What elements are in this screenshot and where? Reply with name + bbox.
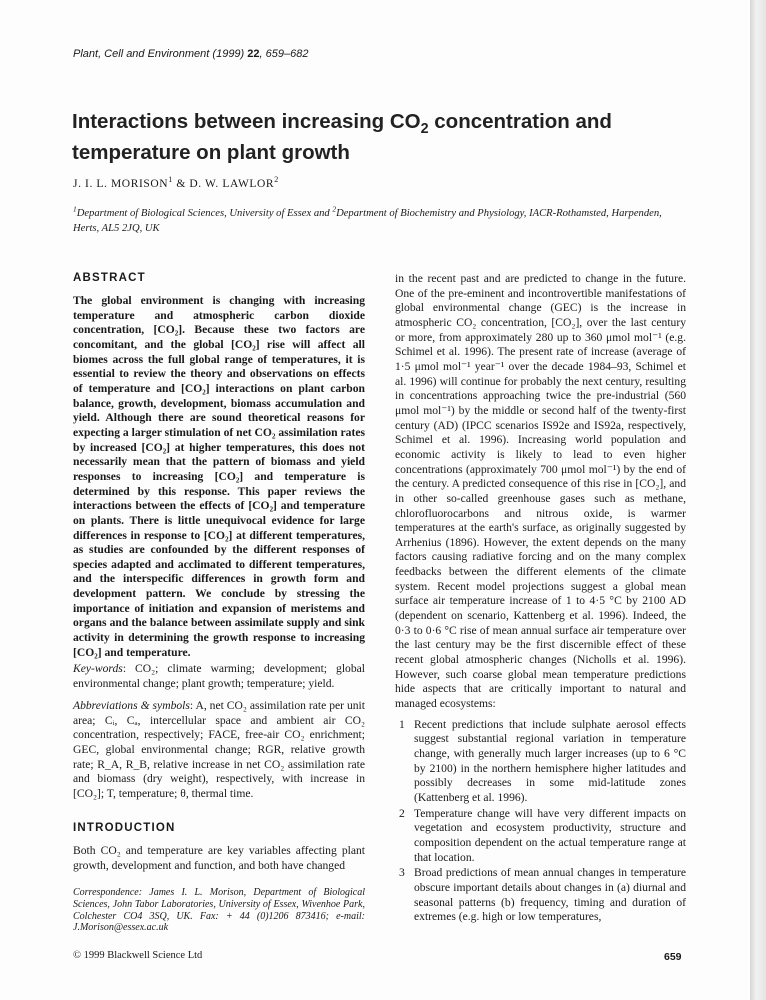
abbreviations: Abbreviations & symbols: A, net CO₂ assimilation rate per unit area; Cᵢ, Cₐ, intercellular space and ambient air CO₂ concentration, respectively; FACE, free-air CO₂ enrichment; GEC, global environmental change; RGR, relative growth rate; R_A, R_B, relative increase in net CO₂ assimilation rate and biomass (dry weight), respectively, with increase in [CO₂]; T, temperature; θ, thermal time. — [73, 699, 365, 800]
list-item: 2 Temperature change will have very different impacts on vegetation and ecosystem productivity, structure and composition dependent on the actual temperature range at that location. — [399, 806, 686, 864]
right-column — [395, 272, 686, 926]
affiliations: $^1$Department of Biological Sciences, University of Essex and $^2$Department of Biochemistry and Physiology, IACR-Rothamsted, Harpenden, Herts, AL5 2JQ, UK — [73, 204, 662, 234]
keywords: Key-words: CO₂; climate warming; development; global environmental change; plant growth; temperature; yield. — [73, 662, 365, 690]
page-edge-shadow — [750, 0, 766, 1000]
author-list: J. I. L. MORISON$^1$ & D. W. LAWLOR$^2$ — [73, 175, 279, 190]
abstract-heading: ABSTRACT — [73, 272, 146, 284]
abstract-text: The global environment is changing with increasing temperature and atmospheric carbon dioxide concentration, [CO₂]. Because these two factors are concomitant, and the global [CO₂] rise will affect all biomes across the full global range of temperatures, it is essential to review the theory and observations on effects of temperature and [CO₂] interactions on plant carbon balance, growth, development, biomass accumulation and yield. Although there are sound theoretical reasons for expecting a larger stimulation of net CO₂ assimilation rates by increased [CO₂] at higher temperatures, this does not necessarily mean that the pattern of biomass and yield responses to increasing [CO₂] and temperature is determined by this response. This paper reviews the interactions between the effects of [CO₂] and temperature on plants. There is little unequivocal evidence for large differences in response to [CO₂] at different temperatures, as studies are confounded by the different responses of species adapted and acclimated to different temperatures, and the interspecific differences in growth form and development pattern. We conclude by stressing the importance of initiation and expansion of meristems and organs and the balance between assimilate supply and sink activity in determining the growth response to increasing [CO₂] and temperature. — [73, 294, 365, 659]
introduction-heading: INTRODUCTION — [73, 822, 176, 834]
list-item: 3 Broad predictions of mean annual changes in temperature obscure important details about changes in (a) diurnal and seasonal patterns (b) frequency, timing and duration of extremes (e.g. high or low temperatures, — [399, 866, 686, 924]
correspondence-note: Correspondence: James I. L. Morison, Department of Biological Sciences, John Tabor Laboratories, University of Essex, Wivenhoe Park, Colchester CO4 3SQ, UK. Fax: + 44 (0)1206 873416; e-mail: J.Morison@essex.ac.uk — [73, 887, 365, 934]
list-item: 1 Recent predictions that include sulphate aerosol effects suggest substantial regional variation in temperature change, with generally much larger increases (up to 6 °C by 2100) in the northern hemisphere higher latitudes and possibly decreases in some mid-latitude zones (Kattenberg et al. 1996). — [399, 717, 686, 804]
journal-citation: Plant, Cell and Environment (1999) 22, 659–682 — [73, 48, 309, 60]
copyright: © 1999 Blackwell Science Ltd — [73, 950, 203, 961]
page-number: 659 — [664, 951, 682, 963]
numbered-list — [395, 718, 686, 925]
paper-title: Interactions between increasing $CO_2$ concentration and temperature on plant growth — [72, 110, 612, 164]
introduction-text: Both CO₂ and temperature are key variables affecting plant growth, development and function, and both have changed — [73, 844, 365, 872]
body-paragraph: in the recent past and are predicted to change in the future. One of the pre-eminent and incontrovertible manifestations of global environmental change (GEC) is the increase in atmospheric CO₂ concentration, [CO₂], over the last century or more, from approximately 280 up to 360 μmol mol⁻¹ (e.g. Schimel et al. 1996). The present rate of increase (average of 1·5 μmol mol⁻¹ year⁻¹ over the decade 1984–93, Schimel et al. 1996) will continue for probably the next century, resulting in concentrations approaching twice the pre-industrial (560 μmol mol⁻¹) by the middle or second half of the twenty-first century (AD) (IPCC scenarios IS92e and IS92a, respectively, Schimel et al. 1996). Increasing world population and economic activity is likely to lead to even higher concentrations (approximately 700 μmol mol⁻¹) by the end of the century. A predicted consequence of this rise in [CO₂], and in other so-called greenhouse gases such as methane, chlorofluorocarbons and nitrous oxide, is warmer temperatures at the earth's surface, as originally suggested by Arrhenius (1896). However, the extent depends on the many factors causing radiative forcing and on the many complex feedbacks between the different elements of the climate system. Recent model projections suggest a global mean surface air temperature increase of 1 to 4·5 °C by 2100 AD (dependent on scenario, Kattenberg et al. 1996). Indeed, the 0·3 to 0·6 °C rise of mean annual surface air temperature over the last century may be the first discernible effect of these recent global atmospheric changes (Nicholls et al. 1996). However, such coarse global mean temperature predictions hide aspects that are critically important to natural and managed ecosystems: — [395, 272, 686, 711]
